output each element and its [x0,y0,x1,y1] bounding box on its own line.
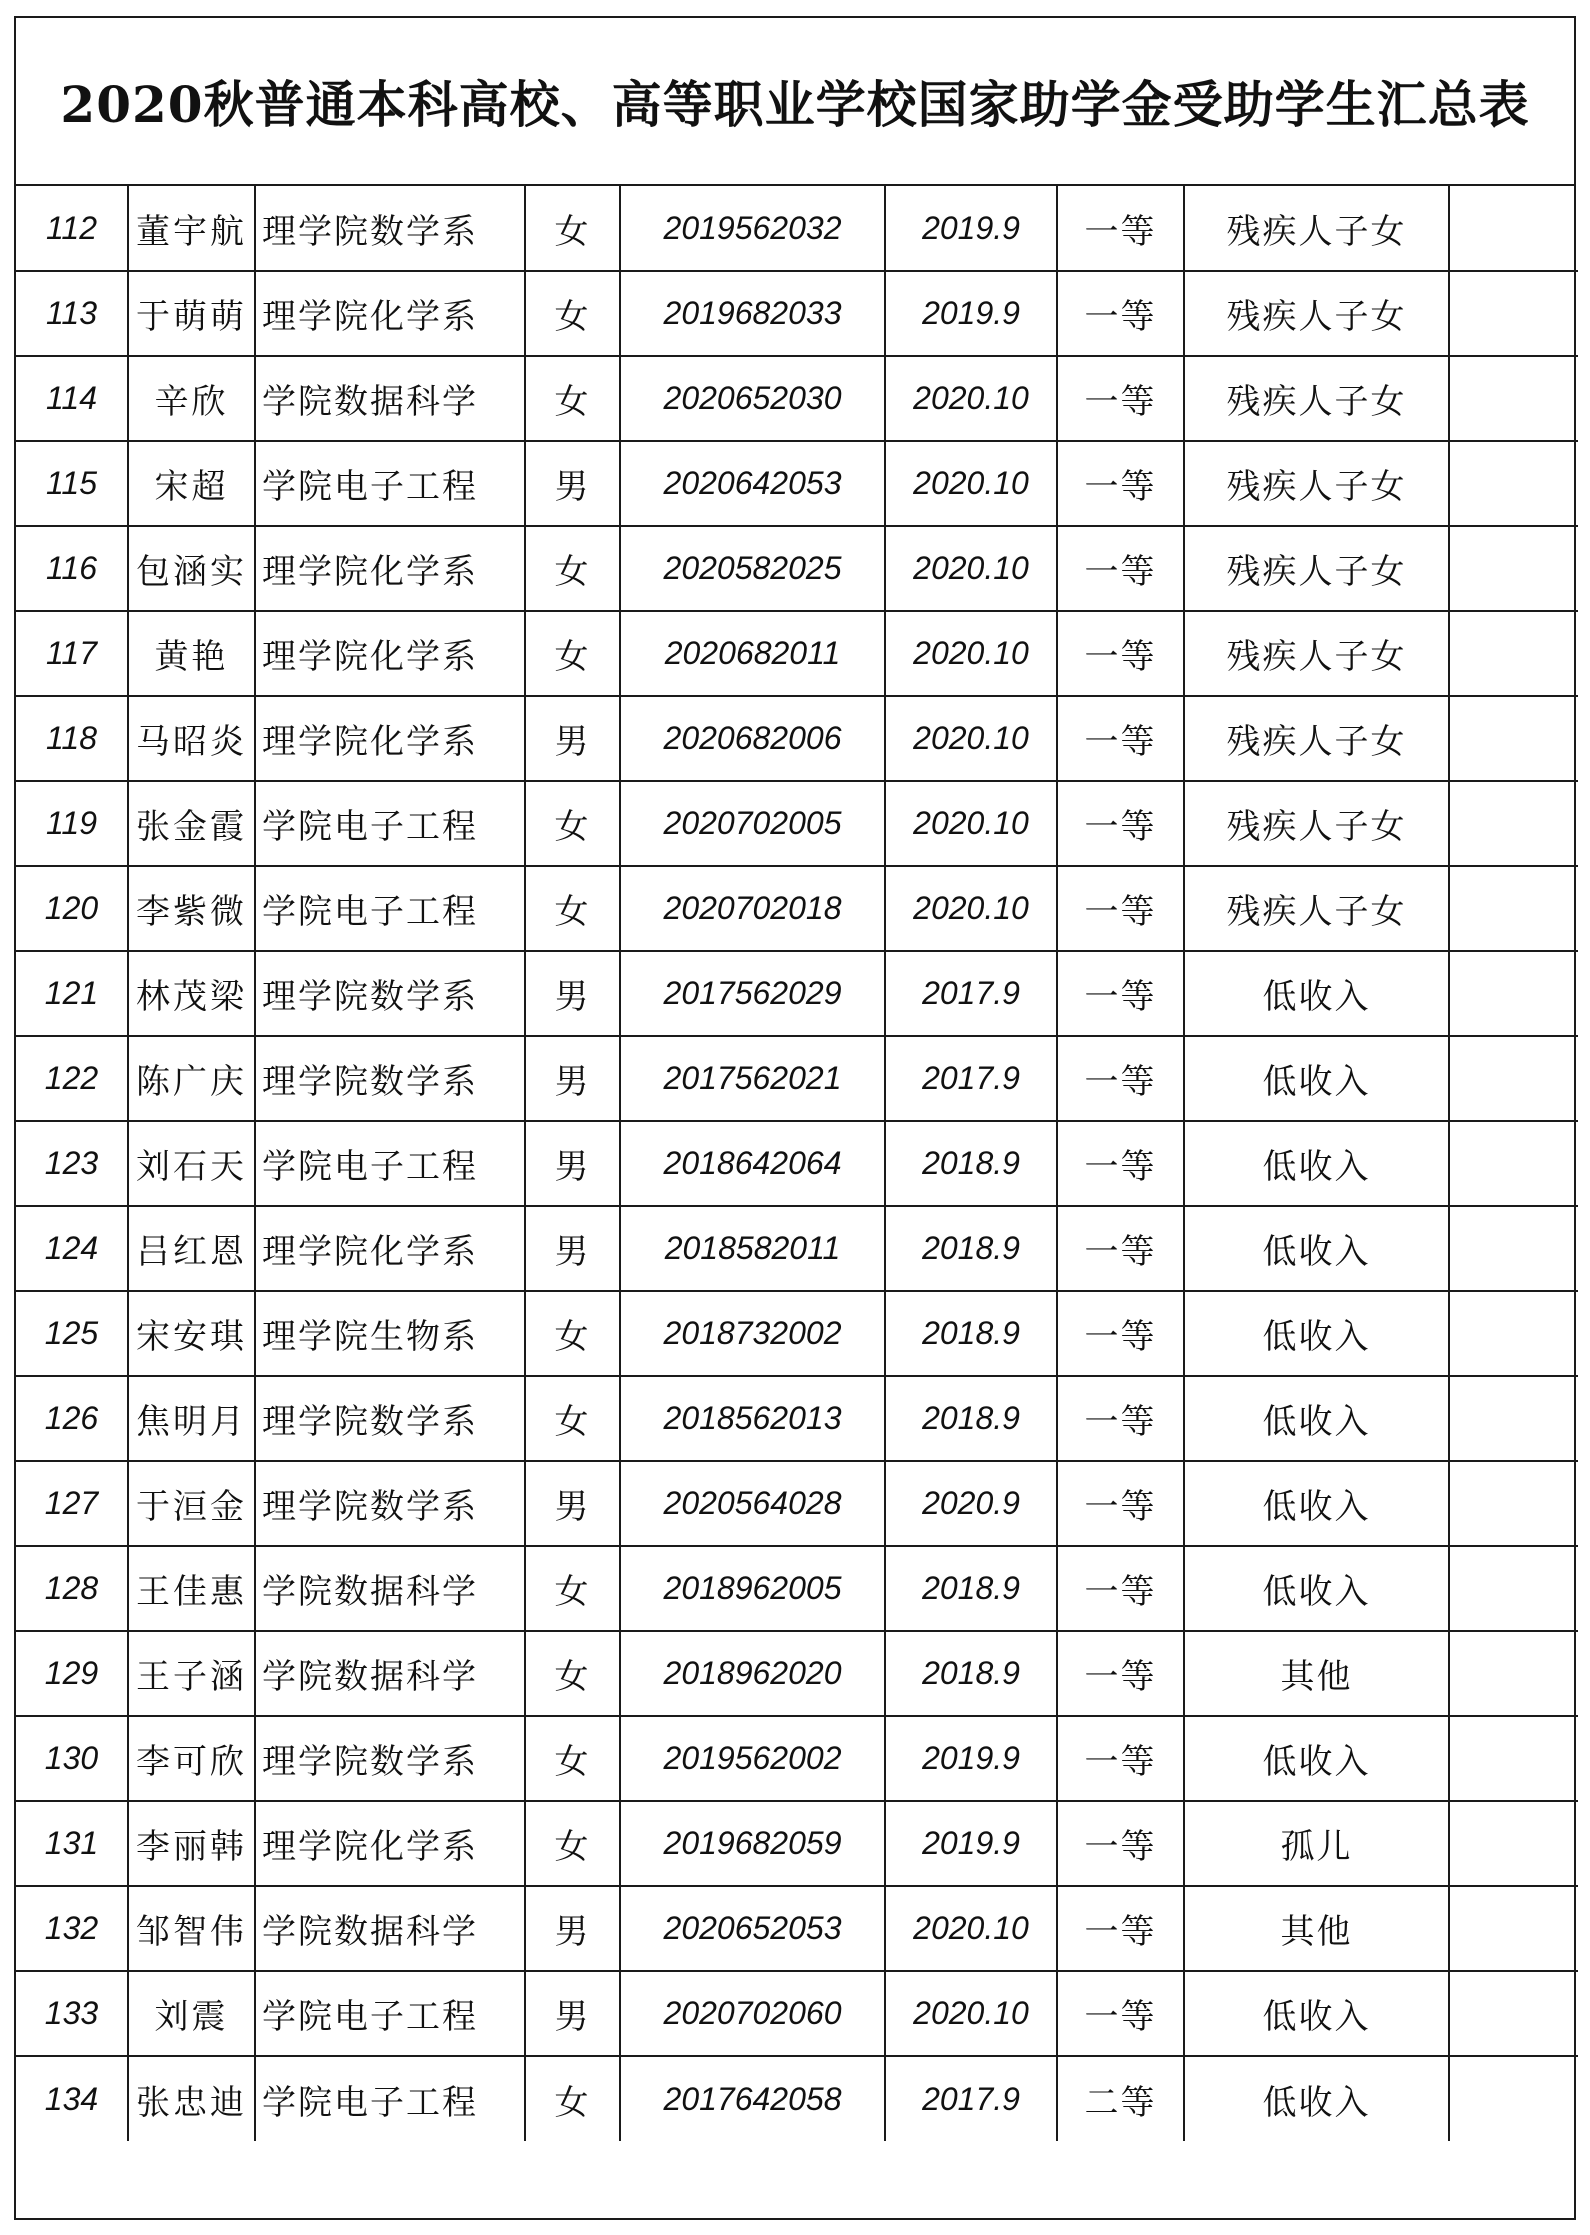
difficulty-category-cell: 低收入 [1184,1716,1449,1801]
remarks-cell [1449,1971,1578,2056]
department-cell: 学院数据科学 [255,1546,525,1631]
grant-level-cell: 二等 [1057,2056,1184,2141]
remarks-cell [1449,356,1578,441]
row-number-cell: 121 [16,951,128,1036]
row-number-cell: 124 [16,1206,128,1291]
gender-cell: 女 [525,1801,620,1886]
department-cell: 学院数据科学 [255,356,525,441]
department-cell: 学院电子工程 [255,781,525,866]
department-cell: 学院数据科学 [255,1886,525,1971]
enrollment-date-cell: 2019.9 [885,271,1057,356]
student-name-cell: 马昭炎 [128,696,255,781]
table-body [16,186,1578,2141]
grant-level-cell: 一等 [1057,1631,1184,1716]
enrollment-date-cell: 2019.9 [885,1801,1057,1886]
row-number-cell: 132 [16,1886,128,1971]
table-row [16,526,1578,611]
difficulty-category-cell: 低收入 [1184,2056,1449,2141]
table-row [16,1631,1578,1716]
table-row [16,951,1578,1036]
grant-level-cell: 一等 [1057,186,1184,271]
row-number-cell: 126 [16,1376,128,1461]
grant-level-cell: 一等 [1057,1461,1184,1546]
enrollment-date-cell: 2020.10 [885,696,1057,781]
row-number-cell: 119 [16,781,128,866]
enrollment-date-cell: 2020.9 [885,1461,1057,1546]
recipients-table [16,186,1578,2141]
table-row [16,1801,1578,1886]
gender-cell: 男 [525,1886,620,1971]
student-name-cell: 王子涵 [128,1631,255,1716]
row-number-cell: 130 [16,1716,128,1801]
grant-level-cell: 一等 [1057,526,1184,611]
department-cell: 学院电子工程 [255,1121,525,1206]
remarks-cell [1449,866,1578,951]
difficulty-category-cell: 残疾人子女 [1184,781,1449,866]
gender-cell: 男 [525,1461,620,1546]
table-row [16,866,1578,951]
difficulty-category-cell: 低收入 [1184,1121,1449,1206]
grant-level-cell: 一等 [1057,1376,1184,1461]
gender-cell: 女 [525,356,620,441]
sheet-title: 2020秋普通本科高校、高等职业学校国家助学金受助学生汇总表 [16,18,1574,186]
remarks-cell [1449,1121,1578,1206]
table-row [16,271,1578,356]
student-name-cell: 王佳惠 [128,1546,255,1631]
department-cell: 理学院数学系 [255,1716,525,1801]
department-cell: 理学院数学系 [255,1036,525,1121]
department-cell: 学院电子工程 [255,441,525,526]
remarks-cell [1449,1206,1578,1291]
gender-cell: 女 [525,526,620,611]
enrollment-date-cell: 2018.9 [885,1206,1057,1291]
difficulty-category-cell: 低收入 [1184,1291,1449,1376]
remarks-cell [1449,441,1578,526]
grant-level-cell: 一等 [1057,1036,1184,1121]
row-number-cell: 122 [16,1036,128,1121]
remarks-cell [1449,1801,1578,1886]
department-cell: 理学院化学系 [255,1801,525,1886]
difficulty-category-cell: 低收入 [1184,1376,1449,1461]
enrollment-date-cell: 2020.10 [885,526,1057,611]
student-id-cell: 2018962005 [620,1546,885,1631]
table-row [16,696,1578,781]
table-row [16,1376,1578,1461]
table-row [16,1206,1578,1291]
grant-level-cell: 一等 [1057,271,1184,356]
row-number-cell: 112 [16,186,128,271]
student-name-cell: 张忠迪 [128,2056,255,2141]
table-row [16,2056,1578,2141]
remarks-cell [1449,951,1578,1036]
student-id-cell: 2018732002 [620,1291,885,1376]
row-number-cell: 117 [16,611,128,696]
gender-cell: 女 [525,1546,620,1631]
summary-sheet [14,16,1576,2220]
gender-cell: 男 [525,441,620,526]
department-cell: 理学院化学系 [255,611,525,696]
enrollment-date-cell: 2020.10 [885,1886,1057,1971]
student-id-cell: 2020564028 [620,1461,885,1546]
row-number-cell: 123 [16,1121,128,1206]
table-row [16,1461,1578,1546]
table-row [16,1716,1578,1801]
remarks-cell [1449,1461,1578,1546]
grant-level-cell: 一等 [1057,441,1184,526]
student-id-cell: 2020642053 [620,441,885,526]
difficulty-category-cell: 其他 [1184,1886,1449,1971]
student-id-cell: 2017562029 [620,951,885,1036]
grant-level-cell: 一等 [1057,1886,1184,1971]
row-number-cell: 125 [16,1291,128,1376]
grant-level-cell: 一等 [1057,696,1184,781]
remarks-cell [1449,271,1578,356]
student-id-cell: 2020682011 [620,611,885,696]
department-cell: 理学院化学系 [255,696,525,781]
department-cell: 理学院生物系 [255,1291,525,1376]
department-cell: 学院电子工程 [255,2056,525,2141]
grant-level-cell: 一等 [1057,951,1184,1036]
table-row [16,186,1578,271]
enrollment-date-cell: 2020.10 [885,781,1057,866]
student-name-cell: 刘震 [128,1971,255,2056]
remarks-cell [1449,1036,1578,1121]
table-row [16,1971,1578,2056]
student-id-cell: 2020582025 [620,526,885,611]
student-id-cell: 2017562021 [620,1036,885,1121]
department-cell: 理学院数学系 [255,1376,525,1461]
student-name-cell: 刘石天 [128,1121,255,1206]
department-cell: 学院电子工程 [255,866,525,951]
department-cell: 理学院化学系 [255,526,525,611]
difficulty-category-cell: 低收入 [1184,951,1449,1036]
department-cell: 理学院化学系 [255,271,525,356]
student-id-cell: 2018562013 [620,1376,885,1461]
student-id-cell: 2020702018 [620,866,885,951]
student-id-cell: 2018642064 [620,1121,885,1206]
grant-level-cell: 一等 [1057,1121,1184,1206]
gender-cell: 女 [525,866,620,951]
remarks-cell [1449,2056,1578,2141]
gender-cell: 女 [525,1716,620,1801]
grant-level-cell: 一等 [1057,356,1184,441]
enrollment-date-cell: 2018.9 [885,1291,1057,1376]
grant-level-cell: 一等 [1057,866,1184,951]
table-row [16,1291,1578,1376]
row-number-cell: 127 [16,1461,128,1546]
student-id-cell: 2019562002 [620,1716,885,1801]
gender-cell: 男 [525,1121,620,1206]
gender-cell: 男 [525,951,620,1036]
gender-cell: 女 [525,2056,620,2141]
table-row [16,781,1578,866]
student-name-cell: 李丽韩 [128,1801,255,1886]
enrollment-date-cell: 2018.9 [885,1121,1057,1206]
difficulty-category-cell: 其他 [1184,1631,1449,1716]
remarks-cell [1449,1546,1578,1631]
department-cell: 理学院数学系 [255,1461,525,1546]
student-name-cell: 李可欣 [128,1716,255,1801]
row-number-cell: 120 [16,866,128,951]
enrollment-date-cell: 2017.9 [885,951,1057,1036]
enrollment-date-cell: 2020.10 [885,356,1057,441]
enrollment-date-cell: 2018.9 [885,1546,1057,1631]
student-name-cell: 邹智伟 [128,1886,255,1971]
student-name-cell: 辛欣 [128,356,255,441]
table-row [16,356,1578,441]
remarks-cell [1449,611,1578,696]
student-name-cell: 陈广庆 [128,1036,255,1121]
difficulty-category-cell: 残疾人子女 [1184,441,1449,526]
grant-level-cell: 一等 [1057,1801,1184,1886]
gender-cell: 女 [525,271,620,356]
department-cell: 理学院数学系 [255,186,525,271]
department-cell: 理学院化学系 [255,1206,525,1291]
student-name-cell: 黄艳 [128,611,255,696]
difficulty-category-cell: 低收入 [1184,1206,1449,1291]
table-row [16,1886,1578,1971]
gender-cell: 女 [525,611,620,696]
gender-cell: 男 [525,696,620,781]
gender-cell: 男 [525,1971,620,2056]
table-row [16,611,1578,696]
difficulty-category-cell: 低收入 [1184,1461,1449,1546]
remarks-cell [1449,186,1578,271]
student-name-cell: 吕红恩 [128,1206,255,1291]
enrollment-date-cell: 2017.9 [885,1036,1057,1121]
row-number-cell: 129 [16,1631,128,1716]
student-id-cell: 2020702005 [620,781,885,866]
student-name-cell: 焦明月 [128,1376,255,1461]
gender-cell: 女 [525,781,620,866]
difficulty-category-cell: 残疾人子女 [1184,696,1449,781]
department-cell: 理学院数学系 [255,951,525,1036]
student-id-cell: 2020652030 [620,356,885,441]
remarks-cell [1449,1376,1578,1461]
table-row [16,441,1578,526]
gender-cell: 女 [525,186,620,271]
enrollment-date-cell: 2019.9 [885,186,1057,271]
enrollment-date-cell: 2019.9 [885,1716,1057,1801]
student-name-cell: 董宇航 [128,186,255,271]
student-id-cell: 2020682006 [620,696,885,781]
difficulty-category-cell: 孤儿 [1184,1801,1449,1886]
gender-cell: 女 [525,1376,620,1461]
student-id-cell: 2019682059 [620,1801,885,1886]
student-name-cell: 宋安琪 [128,1291,255,1376]
enrollment-date-cell: 2017.9 [885,2056,1057,2141]
department-cell: 学院电子工程 [255,1971,525,2056]
remarks-cell [1449,696,1578,781]
grant-level-cell: 一等 [1057,1716,1184,1801]
student-name-cell: 于洹金 [128,1461,255,1546]
row-number-cell: 113 [16,271,128,356]
gender-cell: 男 [525,1206,620,1291]
student-id-cell: 2019562032 [620,186,885,271]
student-id-cell: 2019682033 [620,271,885,356]
enrollment-date-cell: 2018.9 [885,1631,1057,1716]
row-number-cell: 118 [16,696,128,781]
difficulty-category-cell: 残疾人子女 [1184,186,1449,271]
difficulty-category-cell: 低收入 [1184,1971,1449,2056]
remarks-cell [1449,1886,1578,1971]
grant-level-cell: 一等 [1057,611,1184,696]
enrollment-date-cell: 2020.10 [885,866,1057,951]
remarks-cell [1449,1716,1578,1801]
enrollment-date-cell: 2020.10 [885,1971,1057,2056]
grant-level-cell: 一等 [1057,1291,1184,1376]
student-name-cell: 李紫微 [128,866,255,951]
row-number-cell: 133 [16,1971,128,2056]
enrollment-date-cell: 2020.10 [885,441,1057,526]
difficulty-category-cell: 残疾人子女 [1184,356,1449,441]
difficulty-category-cell: 残疾人子女 [1184,866,1449,951]
student-name-cell: 于萌萌 [128,271,255,356]
student-name-cell: 包涵实 [128,526,255,611]
row-number-cell: 116 [16,526,128,611]
remarks-cell [1449,1291,1578,1376]
row-number-cell: 115 [16,441,128,526]
gender-cell: 女 [525,1631,620,1716]
student-name-cell: 林茂梁 [128,951,255,1036]
student-name-cell: 宋超 [128,441,255,526]
table-row [16,1546,1578,1631]
student-id-cell: 2017642058 [620,2056,885,2141]
difficulty-category-cell: 残疾人子女 [1184,271,1449,356]
table-row [16,1036,1578,1121]
remarks-cell [1449,781,1578,866]
enrollment-date-cell: 2020.10 [885,611,1057,696]
student-id-cell: 2020652053 [620,1886,885,1971]
gender-cell: 女 [525,1291,620,1376]
student-name-cell: 张金霞 [128,781,255,866]
student-id-cell: 2018582011 [620,1206,885,1291]
remarks-cell [1449,526,1578,611]
difficulty-category-cell: 低收入 [1184,1036,1449,1121]
student-id-cell: 2018962020 [620,1631,885,1716]
row-number-cell: 128 [16,1546,128,1631]
grant-level-cell: 一等 [1057,1206,1184,1291]
department-cell: 学院数据科学 [255,1631,525,1716]
grant-level-cell: 一等 [1057,1546,1184,1631]
row-number-cell: 134 [16,2056,128,2141]
student-id-cell: 2020702060 [620,1971,885,2056]
gender-cell: 男 [525,1036,620,1121]
remarks-cell [1449,1631,1578,1716]
grant-level-cell: 一等 [1057,1971,1184,2056]
table-row [16,1121,1578,1206]
enrollment-date-cell: 2018.9 [885,1376,1057,1461]
grant-level-cell: 一等 [1057,781,1184,866]
difficulty-category-cell: 残疾人子女 [1184,611,1449,696]
difficulty-category-cell: 残疾人子女 [1184,526,1449,611]
row-number-cell: 131 [16,1801,128,1886]
row-number-cell: 114 [16,356,128,441]
difficulty-category-cell: 低收入 [1184,1546,1449,1631]
